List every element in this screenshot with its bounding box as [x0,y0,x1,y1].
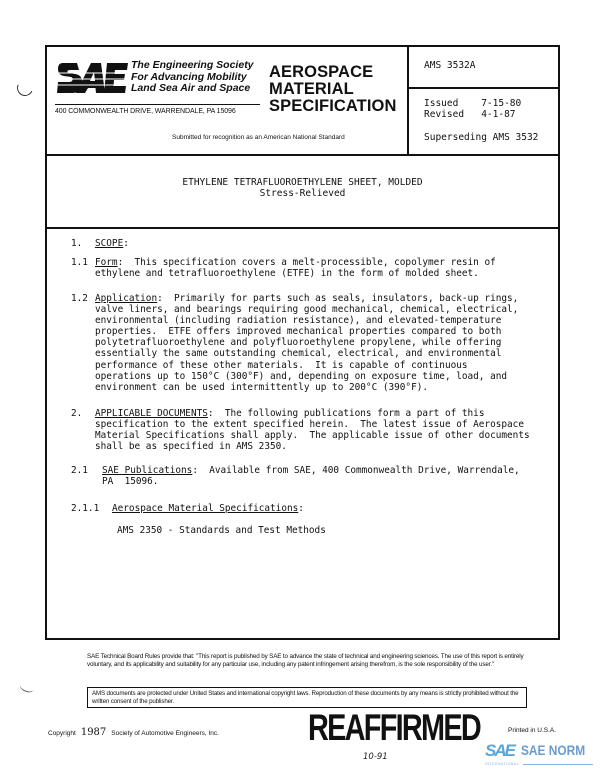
paragraph-line: specification to the extent specified herein. The latest issue of Aerospace [95,419,524,431]
section-paragraph [102,465,520,487]
paragraph-line: performance of these other materials. It is capable of continuous [95,359,468,371]
paragraph-line: Material Specifications shall apply. The applicable issue of other documents [95,430,530,442]
paragraph-line: polytetrafluoroethylene and polyfluoroethylene propylene, while offering [95,337,502,349]
doc-number: AMS 3532A [424,60,476,71]
paragraph-line: shall be as specified in AMS 2350. [95,441,287,453]
section-paragraph [95,293,518,393]
copyright-label: Copyright [48,730,76,737]
paragraph-line: PA 15096. [102,476,159,488]
reaffirmed-date: 10-91 [363,752,388,762]
copyright-notice-box [87,687,527,708]
heading-text: Form [95,257,118,268]
revised-date: Revised 4-1-87 [424,109,516,120]
board-rules-note: SAE Technical Board Rules provide that: "This report is published by SAE to advance the state of technical and engineering sciences. The use of this report is entirely voluntary, and its applicability and suitability for any particular use, including any patent infringement arising therefrom, is the sole responsibility of the user." [87,653,524,669]
copyright-line [48,727,219,738]
watermark-sub: INTERNATIONAL [485,762,520,766]
section-heading [112,503,304,514]
submitted-note: Submitted for recognition as an American National Standard [172,134,345,141]
section-number: 2.1.1 [71,503,100,514]
section-number: 1. [71,238,83,249]
org-line: For Advancing Mobility [131,70,247,83]
paragraph-line: : Available from SAE, 400 Commonwealth Drive, Warrendale, [192,465,520,476]
specification-frame [45,45,560,640]
heading-text: SAE Publications [102,465,193,476]
paragraph-line: : The following publications form a part of this [207,408,485,419]
section-heading [95,238,129,249]
heading-suffix: : [298,503,304,514]
margin-mark [19,681,35,694]
spec-type-line: AEROSPACE [269,63,374,81]
section-paragraph [95,257,496,279]
heading-text: SCOPE [95,238,124,249]
org-line: The Engineering Society [131,59,254,71]
reaffirmed-stamp: REAFFIRMED [308,707,481,748]
section-number: 2. [71,408,83,419]
divider [523,764,593,765]
section-number: 1.2 [71,293,88,304]
heading-text: Application [95,293,158,304]
copyright-holder: Society of Automotive Engineers, Inc. [111,730,219,737]
title-sub: Stress-Relieved [259,188,346,199]
copyright-notice: AMS documents are protected under United States and international copyright laws. Reproduction of these documents by any means is strictly prohibited without the written consent of the publisher. [92,690,519,705]
paragraph-line: : This specification covers a melt-processible, copolymer resin of [117,257,496,268]
referenced-document: AMS 2350 - Standards and Test Methods [117,525,326,536]
paragraph-line: environment can be used intermittently up to 200°C (390°F). [95,381,429,393]
paragraph-line: valve liners, and bearings requiring good mechanical, chemical, electrical, [95,304,519,316]
org-address: 400 COMMONWEALTH DRIVE, WARRENDALE, PA 15096 [55,108,236,115]
watermark-word: SAE NORM [521,742,586,758]
spec-type-line: SPECIFICATION [269,97,397,115]
heading-suffix: : [123,238,129,249]
paragraph-line: : Primarily for parts such as seals, insulators, back-up rings, [157,293,519,304]
document-body [47,47,558,638]
paragraph-line: essentially the same outstanding chemical, electrical, and environmental [95,348,502,360]
org-line: Land Sea Air and Space [131,82,251,94]
heading-text: Aerospace Material Specifications [112,503,299,514]
paragraph-line: properties. ETFE offers improved mechanical properties compared to both [95,326,502,338]
spec-type-line: MATERIAL [269,80,354,98]
sae-watermark-logo-icon: SAE [485,741,514,760]
printed-note: Printed in U.S.A. [508,727,557,734]
title-main: ETHYLENE TETRAFLUOROETHYLENE SHEET, MOLDED [182,177,423,188]
paragraph-line: operations up to 150°C (300°F) and, depending on exposure time, load, and [95,370,508,382]
sae-norm-watermark [483,741,600,769]
copyright-year: 1987 [80,727,107,738]
section-number: 2.1 [71,465,88,476]
heading-text: APPLICABLE DOCUMENTS [95,408,208,419]
margin-mark [15,78,36,99]
superseding-note: Superseding AMS 3532 [424,132,539,143]
section-paragraph [95,408,530,452]
paragraph-line: environmental (including radiation resistance), and elevated-temperature [95,315,502,327]
section-number: 1.1 [71,257,88,268]
issued-date: Issued 7-15-80 [424,98,522,109]
paragraph-line: ethylene and tetrafluoroethylene (ETFE) in the form of molded sheet. [95,268,479,280]
